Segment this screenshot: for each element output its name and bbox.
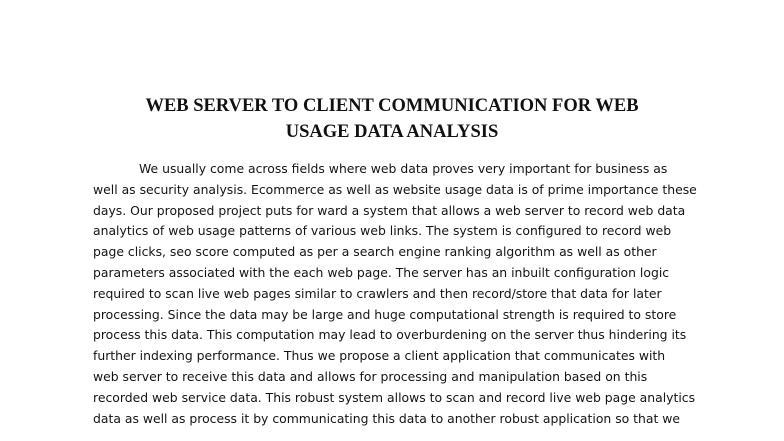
body-line: page clicks, seo score computed as per a search engine ranking algorithm as well as other [93, 244, 657, 260]
body-line: process this data. This computation may lead to overburdening on the server thus hindering its [93, 327, 687, 343]
body-line: recorded web service data. This robust system allows to scan and record live web page analytics [93, 389, 696, 405]
body-line: parameters associated with the each web page. The server has an inbuilt configuration logic [93, 264, 670, 280]
body-line: data as well as process it by communicating this data to another robust application so that we [93, 410, 681, 426]
body-line: web server to receive this data and allows for processing and manipulation based on this [93, 368, 648, 384]
body-line: processing. Since the data may be large and huge computational strength is required to store [93, 306, 677, 322]
body-line: further indexing performance. Thus we propose a client application that communicates with [93, 348, 666, 364]
body-line: required to scan live web pages similar to crawlers and then record/store that data for later [93, 285, 662, 301]
body-line: analytics of web usage patterns of various web links. The system is configured to record web [93, 223, 672, 239]
document-title-line-2: USAGE DATA ANALYSIS [285, 122, 499, 142]
body-line: We usually come across fields where web data proves very important for business as [139, 161, 668, 176]
body-line: well as security analysis. Ecommerce as well as website usage data is of prime importance these [93, 181, 697, 197]
document-title-line-1: WEB SERVER TO CLIENT COMMUNICATION FOR WEB [145, 96, 639, 116]
document-body [93, 159, 713, 429]
body-line: days. Our proposed project puts for ward a system that allows a web server to record web data [93, 202, 686, 218]
